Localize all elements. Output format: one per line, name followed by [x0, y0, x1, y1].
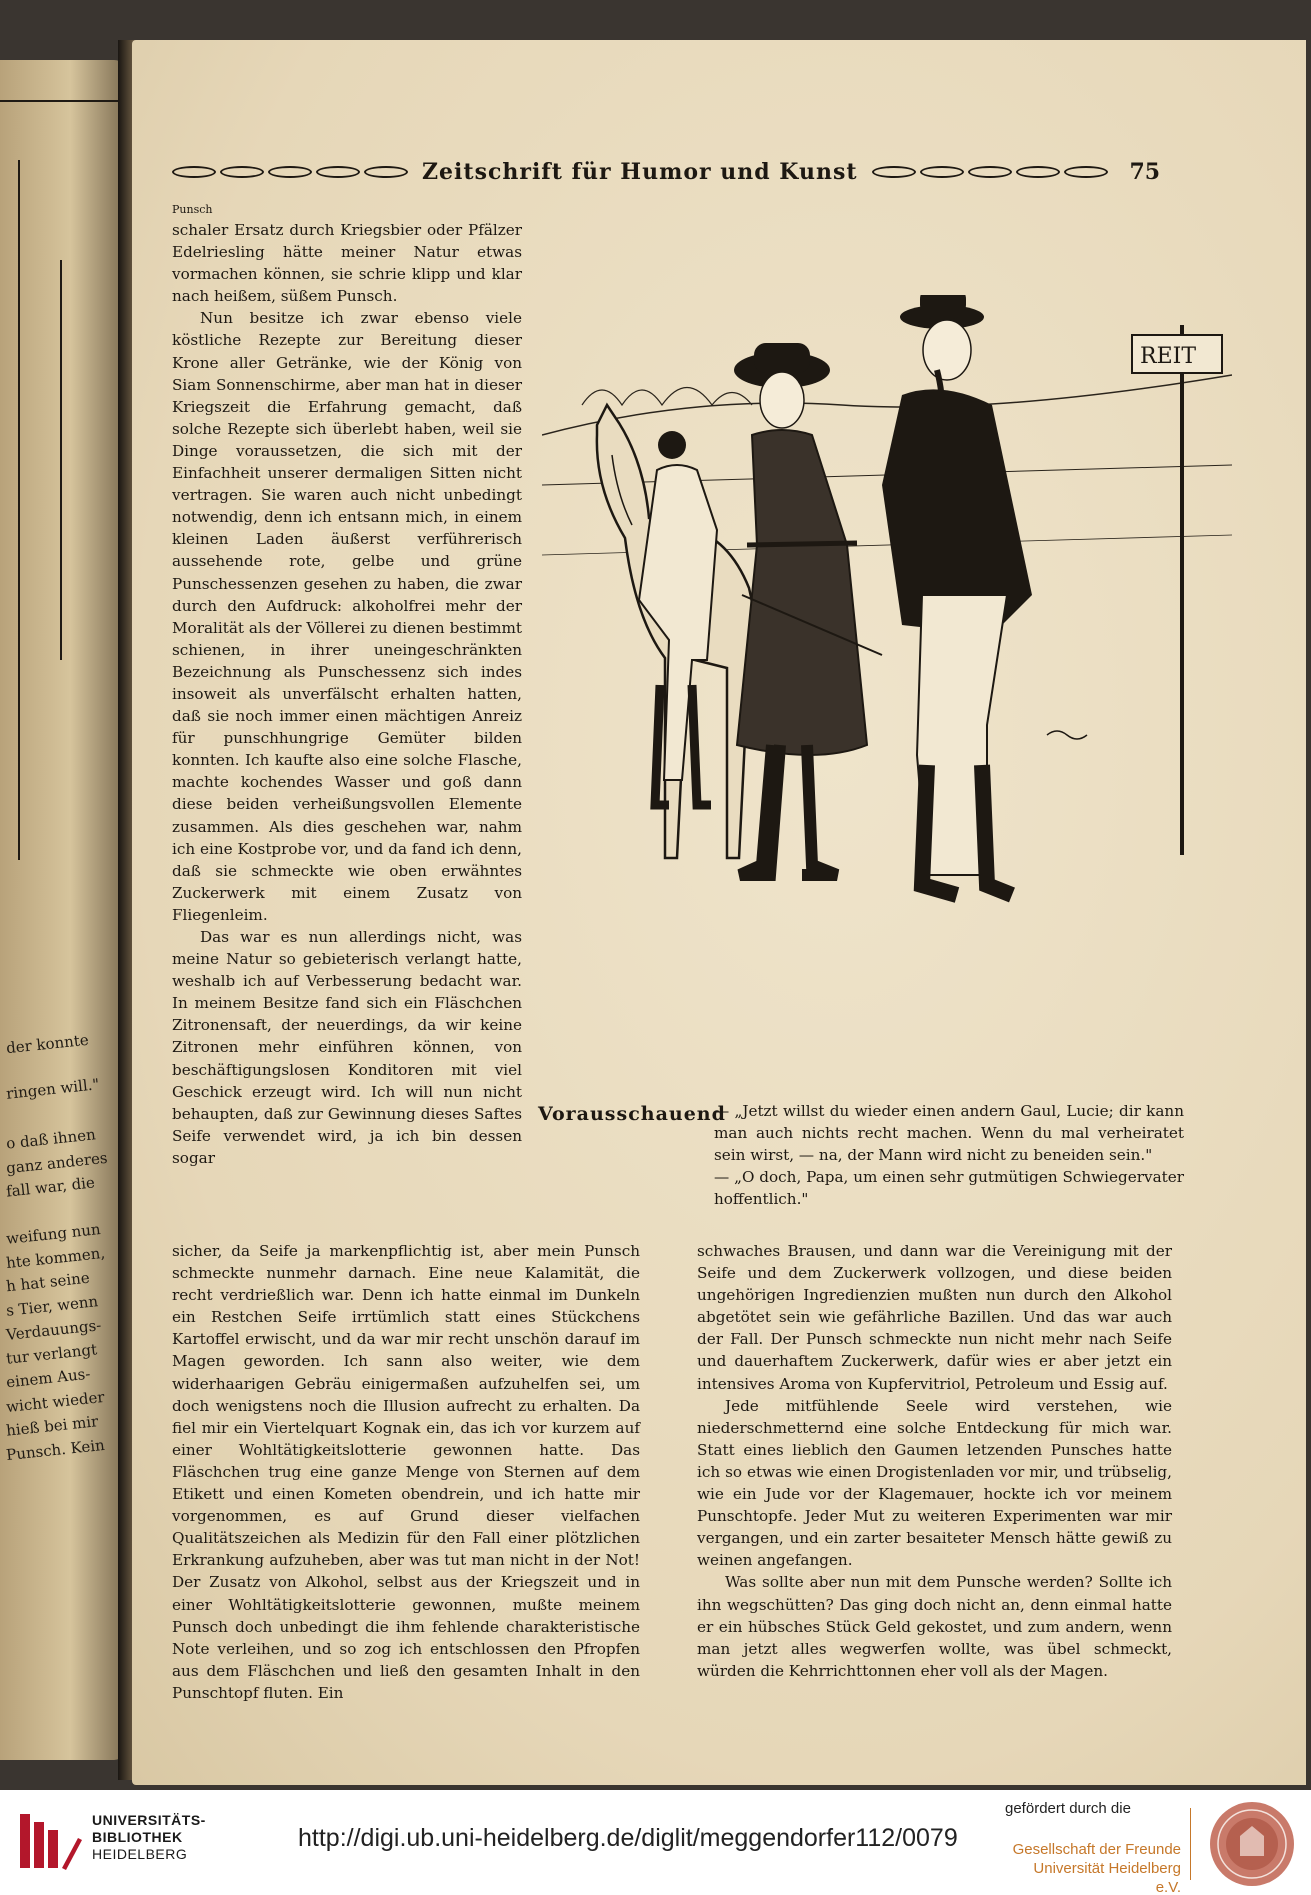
column-kicker: Punsch [172, 203, 213, 216]
caption-text [714, 1100, 1184, 1210]
article-column-bottom-left [172, 1240, 640, 1704]
library-line: UNIVERSITÄTS- [92, 1812, 206, 1828]
paragraph: Das war es nun allerdings nicht, was meine Natur so gebieterisch verlangt hatte, weshalb ich auf Verbesserung bedacht war. In meinem Besitze fand sich ein Fläschchen Zitronensaft, der neuerdings, da wir keine Zitronen mehr einführen können, von beschäftigungslosen Konditoren mit viel Geschick erzeugt wird. Ich will nun nicht behaupten, daß zur Gewinnung dieses Saftes Seife verwendet wird, ja ich bin dessen sogar [172, 928, 522, 1167]
paragraph: Jede mitfühlende Seele wird verstehen, wie niederschmetternd eine solche Entdeckung für mich war. Statt eines lieblich den Gaumen letzenden Punsches hatte ich so etwas wie einen Drogistenladen vor mir, und trübselig, wie ein Jude vor der Klagemauer, hockte ich vor meinem Punschtopfe. Jeder Mut zu weiteren Experimenten war mir vergangen, und ein zarter besaiteter Mensch hätte gewiß zu weinen angefangen. [697, 1396, 1172, 1570]
fragment-text: hieß bei mir [5, 1412, 100, 1440]
sign-text: REIT [1140, 344, 1196, 369]
fragment-text: ganz anderes [5, 1148, 109, 1178]
header-ornament-left [172, 166, 408, 178]
running-header [172, 152, 1311, 192]
fragment-text: o daß ihnen [5, 1125, 97, 1153]
library-name [92, 1812, 206, 1863]
footer-divider [1190, 1808, 1191, 1880]
library-line: HEIDELBERG [92, 1846, 188, 1862]
library-logo-icon [18, 1808, 84, 1874]
footer-bar [0, 1790, 1311, 1895]
article-column-bottom-right [697, 1240, 1172, 1682]
fragment-text: Verdauungs- [5, 1316, 103, 1344]
caption-title: Vorausschauend [538, 1103, 726, 1125]
library-line: BIBLIOTHEK [92, 1829, 183, 1845]
page-number: 75 [1129, 159, 1161, 185]
fragment-text: hte kommen, [5, 1243, 106, 1273]
header-ornament-right [872, 166, 1108, 178]
fragment-text: fall war, die [5, 1173, 96, 1201]
fragment-text: s Tier, wenn [5, 1292, 99, 1320]
fragment-text: weifung nun [5, 1220, 102, 1248]
article-column-top [172, 203, 522, 1169]
sketch-line [60, 260, 62, 660]
sponsor-block [1005, 1800, 1181, 1895]
sponsor-names [1005, 1840, 1181, 1895]
fragment-text: ringen will." [5, 1075, 101, 1103]
fragment-text: Punsch. Kein [5, 1435, 106, 1465]
sketch-line [18, 160, 20, 860]
paragraph: sicher, da Seife ja markenpflichtig ist, aber mein Punsch schmeckte nunmehr darnach. Eine neue Kalamität, die recht verdrießlich war. Denn ich hatte einmal im Dunkeln ein Restchen Seife irrtümlich statt eines Stückchens Kartoffel erwischt, und da war mir recht unschön darauf im Magen geworden. Ich sann also weiter, wie dem widerhaarigen Gebräu einigermaßen aufzuhelfen sei, um doch wenigstens noch die Illusion aufrecht zu erhalten. Da fiel mir ein Viertelquart Kognak ein, das ich vor kurzem auf einer Wohltätigkeitslotterie gewonnen hatte. Das Fläschchen trug eine ganze Menge von Sternen auf dem Etikett und einen Kometen obendrein, und ich hatte mir vorgenommen, es auf Grund dieser vielfachen Qualitätszeichen als Medizin für den Fall einer plötzlichen Erkrankung aufzuheben, aber was tut man nicht in der Not! Der Zusatz von Alkohol, selbst aus der Kriegszeit und in einer Wohltätigkeitslotterie gewonnen, mußte meinem Punsch doch unbedingt die ihm fehlende charakteristische Note verleihen, und so zog ich entschlossen den Pfropfen aus dem Fläschchen und ließ den gesamten Inhalt in den Punschtopf fluten. Ein [172, 1242, 640, 1702]
fragment-text: einem Aus- [5, 1364, 92, 1392]
sponsor-line: Universität Heidelberg e.V. [1033, 1860, 1181, 1895]
page-border-line [0, 100, 125, 102]
left-facing-page [0, 60, 128, 1760]
university-seal-icon [1208, 1800, 1296, 1888]
magazine-page [132, 40, 1306, 1785]
fragment-text: der konnte [5, 1030, 90, 1058]
fragment-text: h hat seine [5, 1268, 91, 1296]
sponsor-line: Gesellschaft der Freunde [1012, 1841, 1181, 1858]
sponsor-prefix: gefördert durch die [1005, 1800, 1131, 1817]
permalink-url[interactable]: http://digi.ub.uni-heidelberg.de/diglit/meggendorfer112/0079 [298, 1824, 958, 1852]
fragment-text: tur verlangt [5, 1340, 98, 1368]
fragment-text: wicht wieder [5, 1387, 106, 1417]
illustration-drawing [542, 295, 1232, 1095]
paragraph: Nun besitze ich zwar ebenso viele köstliche Rezepte zur Bereitung dieser Krone aller Getränke, wie der König von Siam Sonnenschirme, aber man hat in dieser Kriegszeit die Erfahrung gemacht, daß solche Rezepte sich überlebt haben, weil sie Dinge voraussetzen, die sich mit der Einfachheit unserer dermaligen Sitten nicht vertragen. Sie waren auch nicht unbedingt notwendig, denn ich entsann mich, in einem kleinen Laden äußerst verführerisch aussehende rote, gelbe und grüne Punschessenzen gesehen zu haben, die zwar durch den Aufdruck: alkoholfrei mehr der Moralität als der Völlerei zu dienen bestimmt schienen, in ihrer uneingeschränkten Bezeichnung als Punschessenz sich indes insoweit als unverfälscht erhalten hatten, daß sie noch immer einen mächtigen Anreiz für punschhungrige Gemüter bilden konnten. Ich kaufte also eine solche Flasche, machte kochendes Wasser und goß dann diese beiden verheißungsvollen Elemente zusammen. Als dies geschehen war, nahm ich eine Kostprobe vor, und da fand ich denn, daß sie schmeckte wie oben erwähntes Zuckerwerk mit einem Zusatz von Fliegenleim. [172, 309, 522, 924]
paragraph: schaler Ersatz durch Kriegsbier oder Pfälzer Edelriesling hätte meiner Natur etwas vormachen können, sie schrie klipp und klar nach heißem, süßem Punsch. [172, 221, 522, 306]
caption-line: — „Jetzt willst du wieder einen andern Gaul, Lucie; dir kann man auch nichts recht machen. Wenn du mal verheiratet sein wirst, — na, der Mann wird nicht zu beneiden sein." [714, 1102, 1184, 1165]
paragraph: schwaches Brausen, und dann war die Vereinigung mit der Seife und dem Zuckerwerk vollzogen, und diese beiden ungehörigen Ingredienzien mußten nun durch den Alkohol abgetötet sein wie gefährliche Bazillen. Und das war auch der Fall. Der Punsch schmeckte nun nicht mehr nach Seife und dauerhaftem Zuckerwerk, dafür wies er aber jetzt ein intensives Aroma von Kupfervitriol, Petroleum und Essig auf. [697, 1242, 1172, 1393]
journal-title: Zeitschrift für Humor und Kunst [422, 159, 858, 185]
caption-line: — „O doch, Papa, um einen sehr gutmütigen Schwiegervater hoffentlich." [714, 1168, 1184, 1209]
illustration [542, 295, 1232, 1095]
paragraph: Was sollte aber nun mit dem Punsche werden? Sollte ich ihn wegschütten? Das ging doch nicht an, denn einmal hatte er ein hübsches Stück Geld gekostet, und zum andern, wenn man jetzt alles wegwerfen wollte, was übel schmeckt, würden die Kehrrichttonnen eher voll als der Magen. [697, 1573, 1172, 1680]
